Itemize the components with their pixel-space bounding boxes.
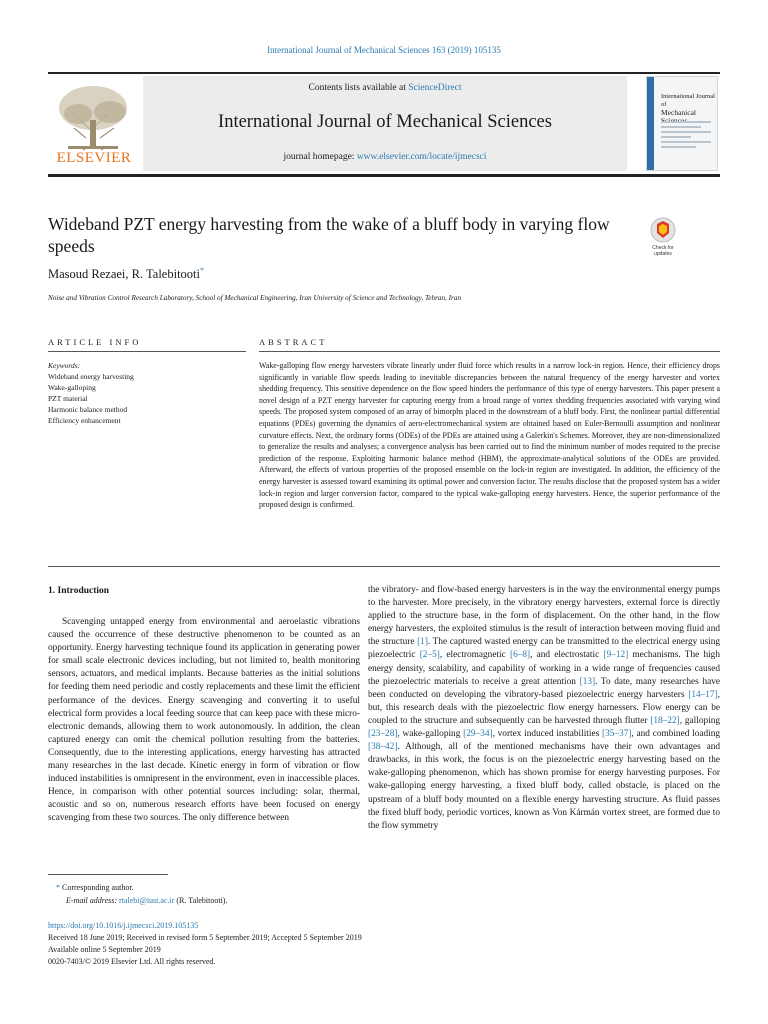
paragraph-text: , vortex induced instabilities: [492, 729, 602, 740]
email-note: E-mail address: rtalebi@iust.ac.ir (R. Talebitooti).: [66, 896, 228, 905]
journal-homepage-line: journal homepage: www.elsevier.com/locate/ijmecsci: [283, 152, 487, 162]
paragraph-text: , wake-galloping: [397, 729, 464, 740]
copyright: 0020-7403/© 2019 Elsevier Ltd. All rights reserved.: [48, 957, 216, 966]
abstract-bottom-rule: [48, 566, 720, 567]
reference-link[interactable]: [13]: [579, 676, 596, 687]
reference-link[interactable]: [14–17]: [688, 689, 718, 700]
paragraph-text: mechanisms. The high energy density, scalability, and capability of working in a wide range of frequencies caused the piezoelectric materials to receive a great attention: [368, 650, 720, 687]
doi-link[interactable]: https://doi.org/10.1016/j.ijmecsci.2019.105135: [48, 921, 199, 930]
journal-citation-link[interactable]: International Journal of Mechanical Sciences 163 (2019) 105135: [267, 45, 501, 55]
reference-link[interactable]: [2–5]: [419, 650, 440, 661]
received-dates: Received 18 June 2019; Received in revised form 5 September 2019; Accepted 5 September 2019: [48, 933, 362, 942]
introduction-paragraph-1: Scavenging untapped energy from environmental and aeroelastic vibrations caused the occurrence of these destructive phenomenon to be counted as an opportunity. Energy harvesting technique found its application in generating power for small scale electronic devices including, but not limited to, health monitoring sensors, actuators, and medical implants. Because batteries as the initial solutions for feeding them need periodic and costly replacements and these limit the efficient performance of the devices. Energy scavenging and converting it to useful electrical form provides a local feeding source that can keep pace with these micro-electronic demands, allowing them to work autonomously. In addition, the clean captured energy can omit the chemical pollution resulting from the batteries. Consequently, due to the interesting applications, energy harvesting has attracted many researches in the last decade. Kinetic energy in form of vibration or flow induced instabilities is omnipresent in the environment, even in inaccessible places. Hence, in comparison with other potential sources including: solar, thermal, acoustic and so on, numerous research efforts have been focused on energy scavenging from these two sources. The only difference between: [48, 617, 360, 824]
journal-homepage-link[interactable]: www.elsevier.com/locate/ijmecsci: [356, 152, 487, 162]
reference-link[interactable]: [1]: [417, 637, 428, 648]
author-email-link[interactable]: rtalebi@iust.ac.ir: [119, 896, 175, 905]
paragraph-text: , galloping: [679, 715, 720, 726]
abstract-text: Wake-galloping flow energy harvesters vibrate linearly under fluid force which results in a narrow lock-in region. Hence, their efficiency drops significantly in variable flow speeds leading to inevitable discrepancies between the natural frequency of the energy harvester and vortex shedding frequency. This sensitive dependence on the flow speed hinders the performance of this type of energy harvesters. This paper present a novel design of a PZT energy harvester for capturing energy from a broad range of vortex shedding frequencies associated with varying wind speeds. The proposed system composed of an array of bimorphs placed in the downstream of a bluff body. First, the nonlinear partial differential equations (PDEs) governing the dynamics of aero-electromechanical system are obtained based on Euler-Bernoulli assumption and nonlinear curvature effects. Next, the ordinary forms (ODEs) of the PDEs are attained using a Galerkin's Schemes. Moreover, they are non-dimensionalized to generalize the results and analyses; a convergence analysis has been carried out to find the minimum number of modes required to the precise prediction of the response. Exploiting harmonic balance method (HBM), the approximate-analytical solutions of the ODEs are provided. Afterward, the effects of various properties of the proposed ensemble on the lock-in region are investigated. In addition, the efficiency of the energy harvester is assessed toward examining its optimal power and conversion factor. The results disclose that the proposed system has a wider lock-in region and larger conversion factor, compared to the typical wake-galloping energy harvesters. Hence, the superior performance of the proposed design is confirmed.: [259, 361, 720, 510]
reference-link[interactable]: [35–37]: [601, 729, 632, 740]
reference-link[interactable]: [6–8]: [509, 650, 531, 661]
cover-title: International Journal of Mechanical: [661, 93, 715, 117]
paragraph-text: , and electrostatic: [530, 650, 604, 661]
svg-text:Check for: Check for: [652, 245, 674, 251]
introduction-paragraph-2: [368, 584, 720, 833]
article-info-heading: ARTICLE INFO: [48, 337, 142, 347]
introduction-heading: 1. Introduction: [48, 586, 110, 596]
keyword-item: PZT material: [48, 394, 88, 403]
journal-title: International Journal of Mechanical Sciences: [218, 112, 552, 132]
abstract-heading: ABSTRACT: [259, 337, 328, 347]
paper-title: Wideband PZT energy harvesting from the wake of a bluff body in varying flow speeds: [48, 214, 610, 256]
reference-link[interactable]: [38–42]: [368, 742, 398, 753]
paragraph-text: , electromagnetic: [439, 650, 510, 661]
paragraph-text: . The captured wasted energy can be transmitted to the electrical energy using piezoelectric: [368, 637, 720, 661]
paragraph-text: the vibratory- and flow-based energy harvesters is in the way the environmental energy pumps to the harvester. More precisely, in the vibratory energy harvesters, external force is directly applied to the structure base, in the form of displacement. On the other hand, in the flow energy harvesters, the exploited stimulus is the result of interaction between moving fluid and the structure: [368, 585, 720, 648]
publisher-logo-text: ELSEVIER: [56, 150, 132, 166]
reference-link[interactable]: [18–22]: [650, 715, 680, 726]
cover-color-band: [647, 77, 654, 170]
contents-line: Contents lists available at ScienceDirect: [308, 83, 462, 93]
corresponding-author-mark[interactable]: *: [200, 266, 204, 275]
keyword-item: Efficiency enhancement: [48, 416, 121, 425]
keyword-item: Wake-galloping: [48, 383, 96, 392]
abstract-rule: [259, 351, 720, 352]
keyword-item: Harmonic balance method: [48, 405, 128, 414]
paragraph-text: . To date, many researches have been conducted on developing the vibratory-based piezoelectric energy harvesters: [368, 676, 721, 700]
reference-link[interactable]: [29–34]: [463, 729, 493, 740]
paragraph-text: , and combined loading: [631, 729, 720, 740]
svg-text:updates: updates: [654, 251, 672, 257]
cover-decoration: [661, 121, 711, 151]
footnote-rule: [48, 874, 168, 875]
keyword-item: Wideband energy harvesting: [48, 372, 134, 381]
article-info-rule: [48, 351, 246, 352]
header-bottom-rule: [48, 174, 720, 177]
reference-link[interactable]: [9–12]: [603, 650, 629, 661]
reference-link[interactable]: [23–28]: [368, 729, 398, 740]
available-online: Available online 5 September 2019: [48, 945, 161, 954]
corresponding-author-note: * Corresponding author.: [56, 883, 134, 892]
check-for-updates-icon[interactable]: [645, 216, 681, 258]
sciencedirect-link[interactable]: ScienceDirect: [408, 83, 462, 93]
paragraph-text: , but, this research deals with the piezoelectric flow energy harnessers. Flow energy can be coupled to the structure and subsequently can be harvested through flutter: [368, 689, 720, 726]
header-top-rule: [48, 72, 720, 74]
journal-cover-thumbnail: [646, 76, 718, 171]
keywords-label: Keywords:: [48, 361, 81, 370]
affiliation: Noise and Vibration Control Research Laboratory, School of Mechanical Engineering, Iran University of Science and Technology, Tehran, Iran: [48, 294, 462, 302]
author-list: Masoud Rezaei, R. Talebitooti*: [48, 266, 204, 282]
paragraph-text: . Although, all of the mentioned mechanisms have their own advantages and drawbacks, in this work, the focus is on the piezoelectric energy harvesting based on the wake-galloping phenomenon, which has shown promise for energy harvesting purposes. For wake-galloping energy harvesting, a fixed bluff body, called obstacle, is placed on the upstream of a bluff body mounted on a flexible energy harvesting structure. As fluid passes the fixed bluff body, periodic vortices, known as Von Kármán vortex street, are formed due to the flow symmetry: [368, 742, 720, 831]
